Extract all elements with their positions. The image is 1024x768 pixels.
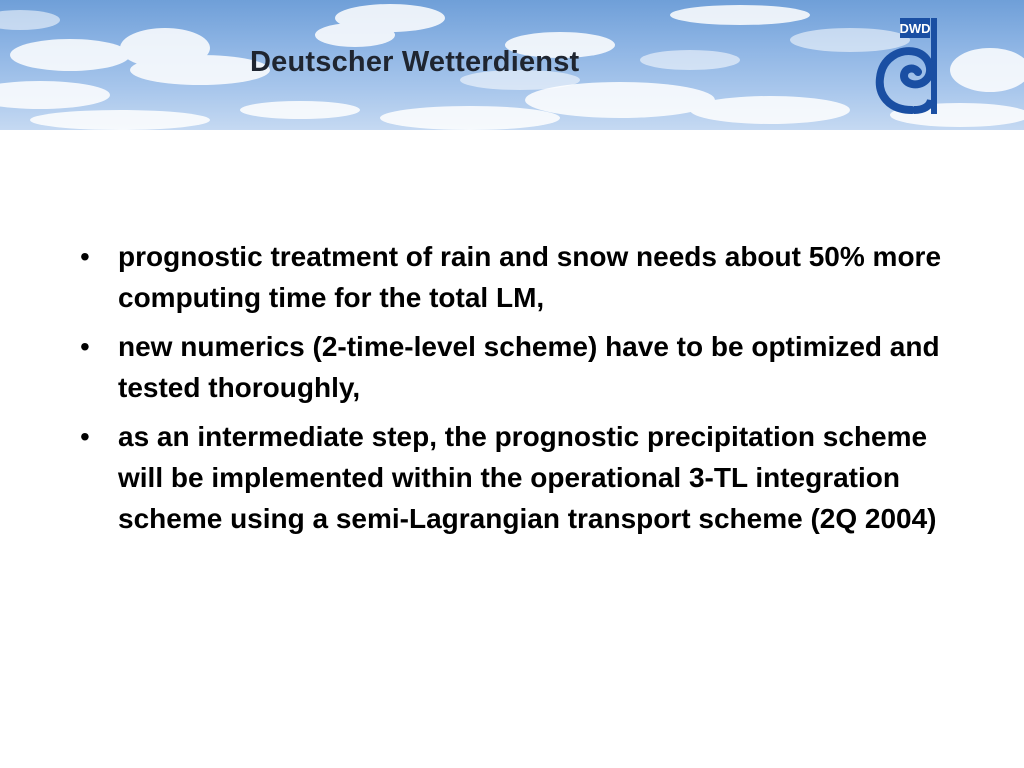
- list-item: [76, 236, 956, 318]
- bullet-text: prognostic treatment of rain and snow needs about 50% more computing time for the total LM,: [118, 241, 942, 313]
- dwd-logo-icon: [874, 14, 950, 118]
- bullet-point: •: [80, 331, 90, 362]
- list-item: [76, 416, 956, 539]
- bullet-text: new numerics (2-time-level scheme) have to be optimized and tested thoroughly,: [118, 331, 940, 403]
- list-item: [76, 326, 956, 408]
- header-banner: [0, 0, 1024, 130]
- logo-text: DWD: [899, 21, 931, 36]
- bullet-point: •: [80, 241, 90, 272]
- organization-name: Deutscher Wetterdienst: [250, 46, 580, 78]
- bullet-text: as an intermediate step, the prognostic precipitation scheme will be implemented within the operational 3-TL integration scheme using a semi-Lagrangian transport scheme (2Q 2004): [118, 421, 937, 534]
- bullet-point: •: [80, 421, 90, 452]
- bullet-list: [76, 236, 956, 547]
